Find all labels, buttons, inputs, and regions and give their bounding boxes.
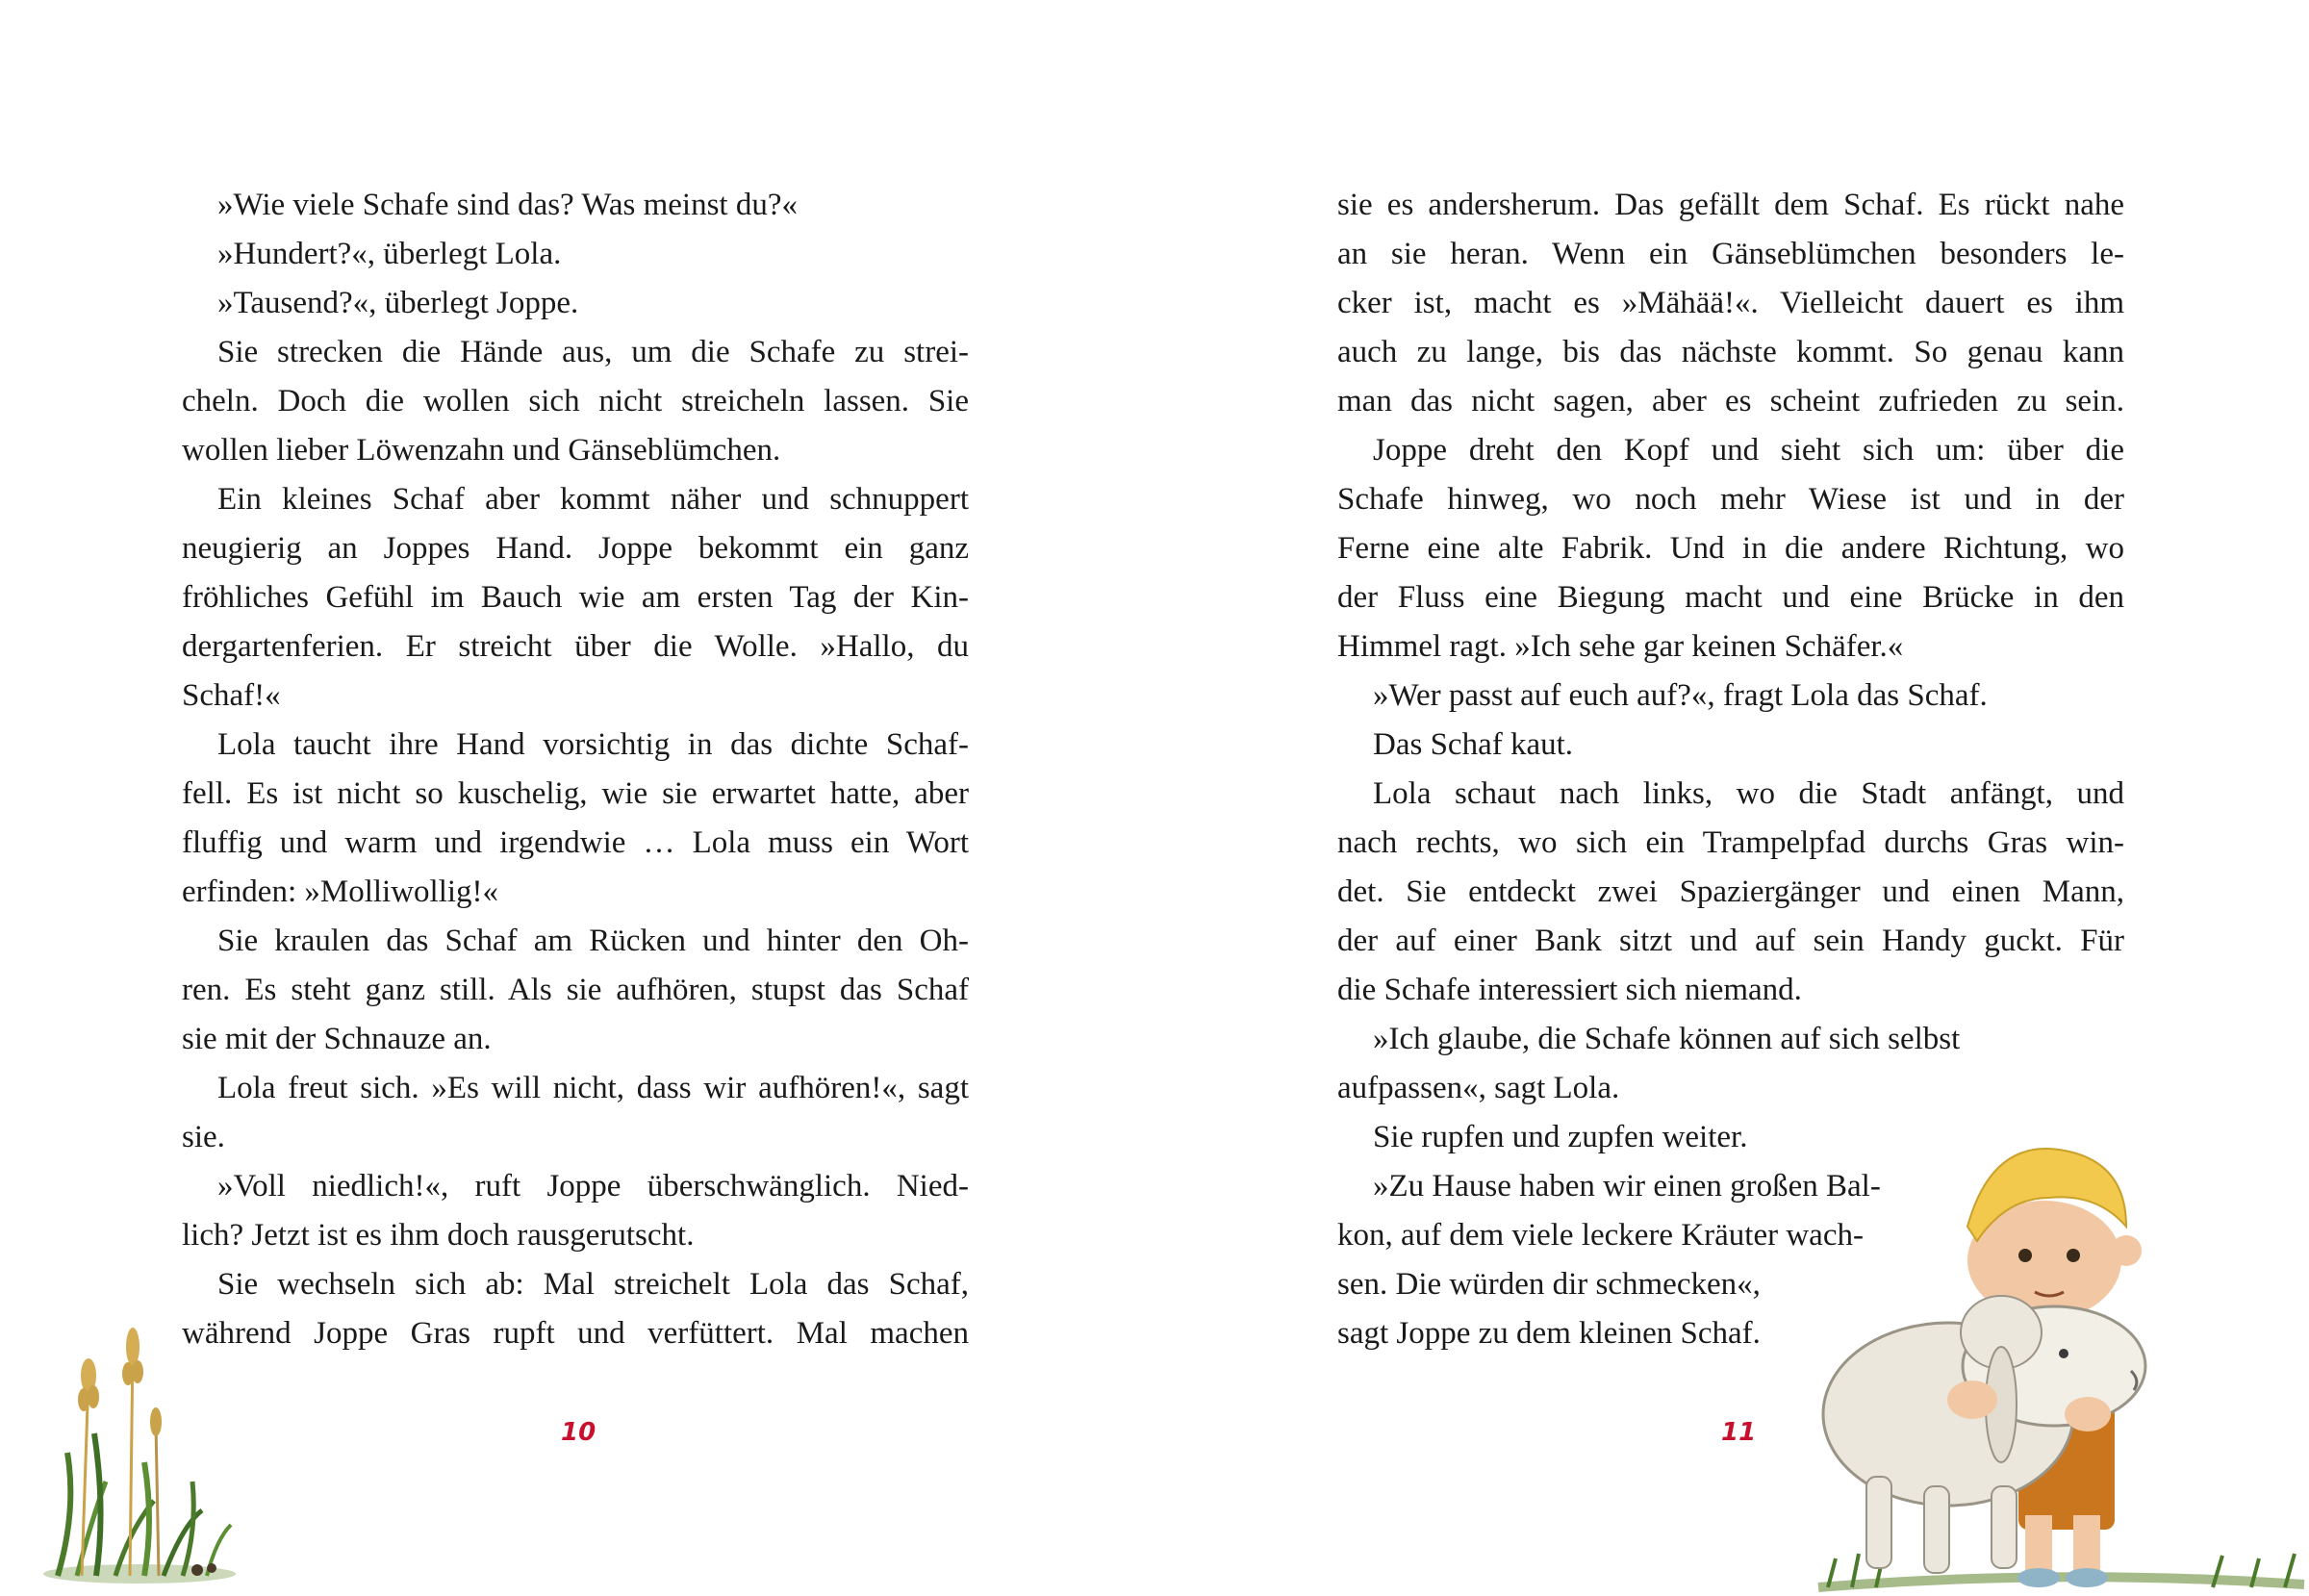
text-line: »Voll niedlich!«, ruft Joppe überschwänglich. Nied- — [217, 1169, 969, 1203]
text-line: fröhliches Gefühl im Bauch wie am ersten Tag der Kin- — [182, 580, 969, 615]
grass-wheat-illustration — [38, 1318, 241, 1587]
text-line: kon, auf dem viele leckere Kräuter wach- — [1337, 1218, 1864, 1253]
left-page — [0, 0, 1154, 1596]
text-line: erfinden: »Molliwollig!« — [182, 874, 499, 909]
text-line: ren. Es steht ganz still. Als sie aufhören, stupst das Schaf — [182, 973, 969, 1007]
text-line: »Tausend?«, überlegt Joppe. — [217, 286, 579, 320]
page-number-right: 11 — [1721, 1418, 1757, 1447]
text-line: die Schafe interessiert sich niemand. — [1337, 973, 1802, 1007]
text-line: Lola taucht ihre Hand vorsichtig in das dichte Schaf- — [217, 727, 969, 762]
left-page-text — [182, 181, 969, 1358]
text-line: dergartenferien. Er streicht über die Wolle. »Hallo, du — [182, 629, 969, 664]
text-line: Sie wechseln sich ab: Mal streichelt Lola das Schaf, — [217, 1267, 969, 1302]
text-line: der Fluss eine Biegung macht und eine Brücke in den — [1337, 580, 2124, 615]
text-line: man das nicht sagen, aber es scheint zufrieden zu sein. — [1337, 384, 2124, 418]
text-line: während Joppe Gras rupft und verfüttert. Mal machen — [182, 1316, 969, 1351]
text-line: Schaf!« — [182, 678, 281, 713]
text-line: aufpassen«, sagt Lola. — [1337, 1071, 1620, 1105]
text-line: det. Sie entdeckt zwei Spaziergänger und einen Mann, — [1337, 874, 2124, 909]
text-line: nach rechts, wo sich ein Trampelpfad durchs Gras win- — [1337, 825, 2124, 860]
text-line: Lola freut sich. »Es will nicht, dass wir aufhören!«, sagt — [217, 1071, 969, 1105]
text-line: sie. — [182, 1120, 225, 1154]
text-line: »Zu Hause haben wir einen großen Bal- — [1373, 1169, 1881, 1203]
text-line: sen. Die würden dir schmecken«, — [1337, 1267, 1761, 1302]
text-line: fluffig und warm und irgendwie … Lola muss ein Wort — [182, 825, 969, 860]
text-line: »Hundert?«, überlegt Lola. — [217, 237, 562, 271]
text-line: »Ich glaube, die Schafe können auf sich selbst — [1373, 1022, 1961, 1056]
text-line: sie mit der Schnauze an. — [182, 1022, 492, 1056]
text-line: Ferne eine alte Fabrik. Und in die andere Richtung, wo — [1337, 531, 2124, 566]
text-line: cheln. Doch die wollen sich nicht streicheln lassen. Sie — [182, 384, 969, 418]
text-line: Sie strecken die Hände aus, um die Schafe zu strei- — [217, 335, 969, 369]
page-number-left: 10 — [561, 1418, 596, 1447]
text-line: sie es andersherum. Das gefällt dem Schaf. Es rückt nahe — [1337, 188, 2124, 222]
text-line: Sie rupfen und zupfen weiter. — [1373, 1120, 1748, 1154]
text-line: neugierig an Joppes Hand. Joppe bekommt ein ganz — [182, 531, 969, 566]
text-line: »Wie viele Schafe sind das? Was meinst du?« — [217, 188, 798, 222]
text-line: an sie heran. Wenn ein Gänseblümchen besonders le- — [1337, 237, 2124, 271]
text-line: Joppe dreht den Kopf und sieht sich um: über die — [1373, 433, 2124, 468]
text-line: Schafe hinweg, wo noch mehr Wiese ist und in der — [1337, 482, 2124, 517]
text-line: Lola schaut nach links, wo die Stadt anfängt, und — [1373, 776, 2124, 811]
text-line: fell. Es ist nicht so kuschelig, wie sie erwartet hatte, aber — [182, 776, 969, 811]
text-line: cker ist, macht es »Mähää!«. Vielleicht dauert es ihm — [1337, 286, 2124, 320]
text-line: Ein kleines Schaf aber kommt näher und schnuppert — [217, 482, 969, 517]
boy-hugging-sheep-illustration — [1809, 1034, 2309, 1596]
text-line: lich? Jetzt ist es ihm doch rausgerutscht. — [182, 1218, 695, 1253]
text-line: wollen lieber Löwenzahn und Gänseblümchen. — [182, 433, 781, 468]
text-line: sagt Joppe zu dem kleinen Schaf. — [1337, 1316, 1761, 1351]
right-page — [1154, 0, 2309, 1596]
text-line: Himmel ragt. »Ich sehe gar keinen Schäfer.« — [1337, 629, 1904, 664]
text-line: der auf einer Bank sitzt und auf sein Handy guckt. Für — [1337, 924, 2124, 958]
text-line: Das Schaf kaut. — [1373, 727, 1574, 762]
text-line: »Wer passt auf euch auf?«, fragt Lola das Schaf. — [1373, 678, 1988, 713]
text-line: Sie kraulen das Schaf am Rücken und hinter den Oh- — [217, 924, 969, 958]
text-line: auch zu lange, bis das nächste kommt. So genau kann — [1337, 335, 2124, 369]
